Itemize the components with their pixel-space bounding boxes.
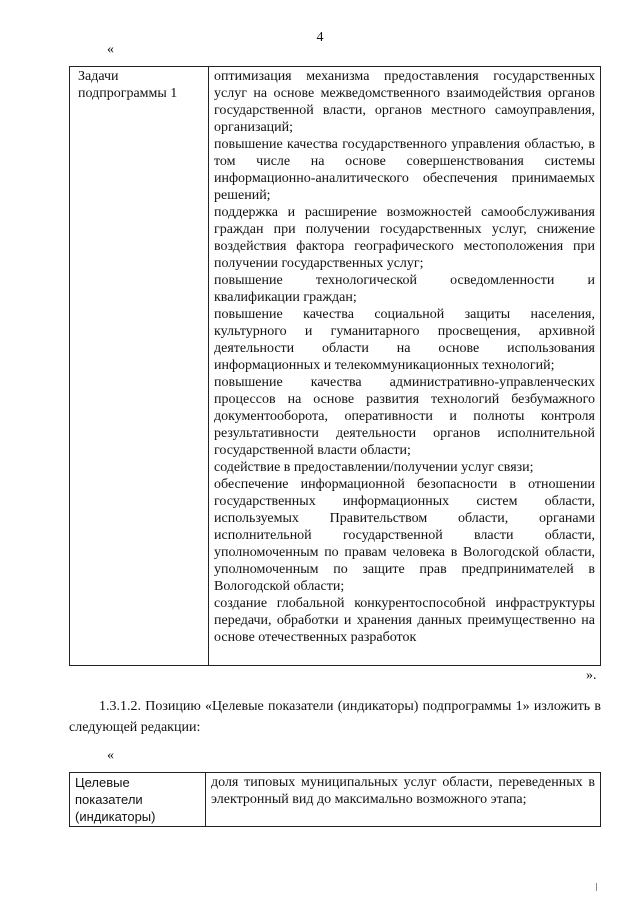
tasks-content [209,67,601,666]
page-number: 4 [316,30,324,45]
tasks-label: Задачи подпрограммы 1 [70,67,209,666]
amendment-paragraph: 1.3.1.2. Позицию «Целевые показатели (индикаторы) подпрограммы 1» изложить в следующей редакции: [69,699,601,735]
table-row [70,773,601,827]
list-item: обеспечение информационной безопасности в отношении государственных информационных систем области, используемых Правительством области, органами исполнительной государственной власти области, уполномоченным по правам человека в Вологодской области, уполномоченным по защите прав предпринимателей в Вологодской области; [214,477,595,594]
list-item: доля типовых муниципальных услуг области, переведенных в электронный вид до максимально возможного этапа; [211,775,595,807]
list-item: повышение технологической осведомленности и квалификации граждан; [214,273,595,305]
indicators-label: Целевые показатели (индикаторы) [70,773,206,827]
margin-mark [596,883,597,891]
opening-quote: « [107,42,114,57]
indicators-table [69,772,601,827]
list-item: повышение качества административно-управленческих процессов на основе развития технологий безбумажного документооборота, оперативности и полноты контроля результативности деятельности органов исполнительной государственной власти области; [214,375,595,458]
list-item: содействие в предоставлении/получении услуг связи; [214,460,534,475]
indicators-content [206,773,601,827]
list-item: поддержка и расширение возможностей самообслуживания граждан при получении государственных услуг, снижение воздействия фактора географического местоположения при получении государственных услуг; [214,205,595,271]
list-item: повышение качества государственного управления областью, в том числе на основе совершенствования системы информационно-аналитического обеспечения принимаемых решений; [214,137,595,203]
tasks-table [69,66,601,666]
table-row [70,67,601,666]
closing-quote: ». [586,668,597,683]
list-item: повышение качества социальной защиты населения, культурного и гуманитарного просвещения, архивной деятельности области на основе использования информационных и телекоммуникационных технологий; [214,307,595,373]
list-item: оптимизация механизма предоставления государственных услуг на основе межведомственного взаимодействия органов государственной власти, органов местного самоуправления, организаций; [214,69,595,135]
opening-quote: « [107,748,114,763]
list-item: создание глобальной конкурентоспособной инфраструктуры передачи, обработки и хранения данных преимущественно на основе отечественных разработок [214,596,595,645]
